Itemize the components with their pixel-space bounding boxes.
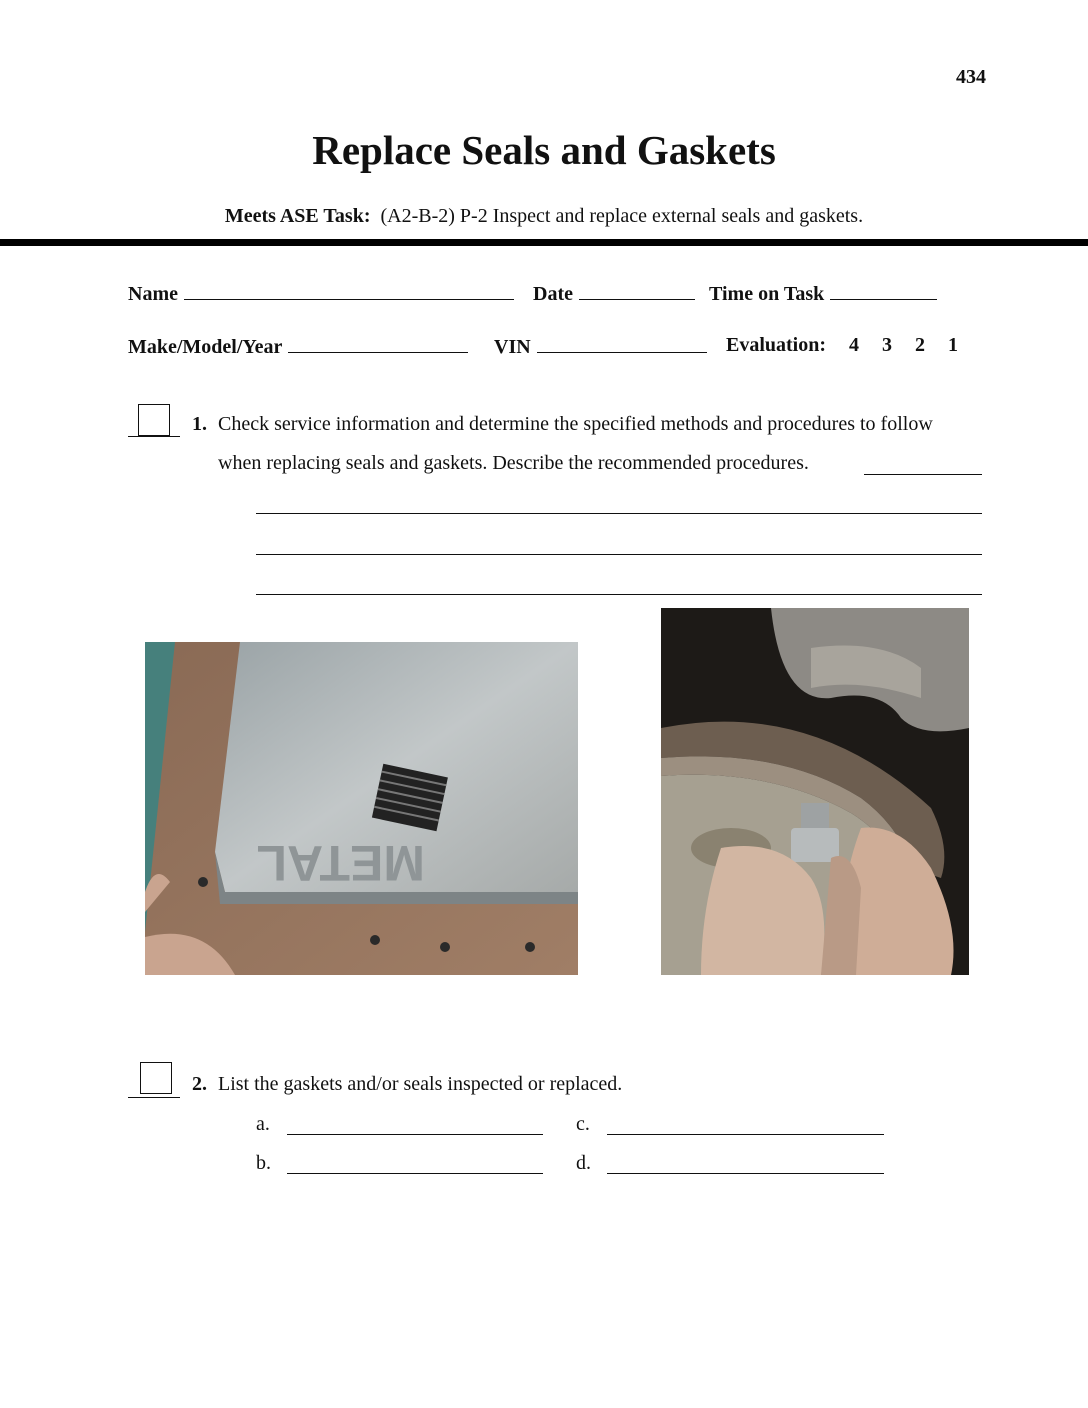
make-model-year-label: Make/Model/Year <box>128 336 283 358</box>
time-on-task-label: Time on Task <box>709 283 825 305</box>
embossed-metal-text: METAL <box>256 835 425 891</box>
header-divider <box>0 239 1088 246</box>
name-label: Name <box>128 283 178 305</box>
step-2-item-b-letter: b. <box>256 1152 271 1174</box>
step-1-text-line2: when replacing seals and gaskets. Describe the recommended procedures. <box>218 452 809 474</box>
make-model-year-input[interactable] <box>288 334 468 353</box>
step-1-answer-line-0[interactable] <box>864 474 982 475</box>
step-2-initial-line <box>128 1096 180 1098</box>
step-2-item-a-line[interactable] <box>287 1134 543 1135</box>
step-1-text <box>218 405 988 483</box>
transmission-pan-gasket-photo <box>145 642 578 975</box>
step-2-item-b-line[interactable] <box>287 1173 543 1174</box>
evaluation-score-2[interactable]: 2 <box>915 334 926 356</box>
vin-field <box>494 334 707 359</box>
evaluation-score-4[interactable]: 4 <box>849 334 860 356</box>
page-number: 434 <box>956 66 986 88</box>
step-2-checkbox[interactable] <box>140 1062 172 1094</box>
vin-label: VIN <box>494 336 531 358</box>
date-label: Date <box>533 283 573 305</box>
vin-input[interactable] <box>537 334 707 353</box>
evaluation-score-3[interactable]: 3 <box>882 334 893 356</box>
step-1-checkbox[interactable] <box>138 404 170 436</box>
step-2-item-d-letter: d. <box>576 1152 591 1174</box>
exhaust-flange-gasket-photo <box>661 608 969 975</box>
step-1-answer-line-2[interactable] <box>256 554 982 555</box>
time-on-task-field <box>709 281 937 306</box>
ase-task-text: (A2-B-2) P-2 Inspect and replace external seals and gaskets. <box>380 205 864 227</box>
make-model-year-field <box>128 334 468 359</box>
date-field <box>533 281 695 306</box>
step-1-answer-line-3[interactable] <box>256 594 982 595</box>
ase-task-label: Meets ASE Task: <box>224 205 371 227</box>
time-on-task-input[interactable] <box>830 281 937 300</box>
step-2-item-c-letter: c. <box>576 1113 590 1135</box>
step-1-answer-line-1[interactable] <box>256 513 982 514</box>
evaluation-label: Evaluation: <box>726 334 827 356</box>
ase-task <box>0 205 1088 228</box>
step-2-item-d-line[interactable] <box>607 1173 884 1174</box>
step-2-item-a-letter: a. <box>256 1113 270 1135</box>
evaluation-field <box>726 334 958 357</box>
step-1-text-line1: Check service information and determine the specified methods and procedures to follow <box>218 413 933 435</box>
evaluation-score-1[interactable]: 1 <box>948 334 959 356</box>
date-input[interactable] <box>579 281 695 300</box>
step-2-number: 2. <box>192 1073 207 1095</box>
step-1-number: 1. <box>192 413 207 435</box>
step-2-text: List the gaskets and/or seals inspected or replaced. <box>218 1073 623 1095</box>
page-title: Replace Seals and Gaskets <box>312 127 776 173</box>
step-2-item-c-line[interactable] <box>607 1134 884 1135</box>
name-field <box>128 281 514 306</box>
name-input[interactable] <box>184 281 514 300</box>
